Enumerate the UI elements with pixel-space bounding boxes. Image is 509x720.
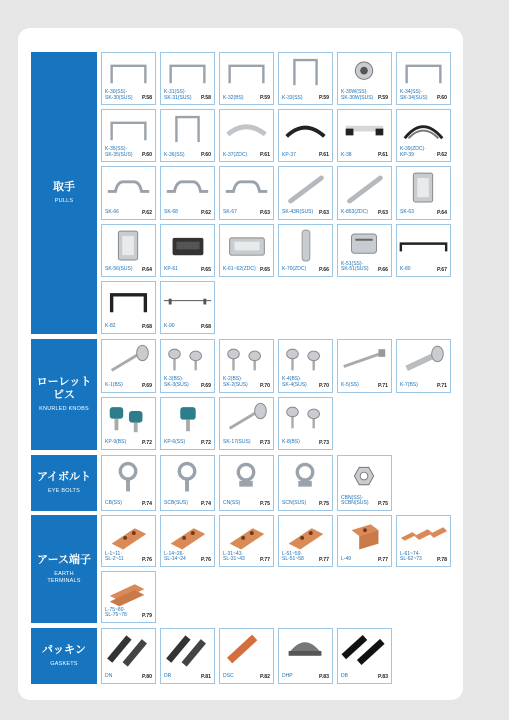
page-ref: P.72 bbox=[141, 440, 152, 446]
handle-u-icon bbox=[220, 53, 273, 92]
product-cell[interactable] bbox=[278, 339, 333, 393]
product-cell[interactable] bbox=[396, 52, 451, 105]
product-code: K-61~62(ZDC) bbox=[223, 266, 256, 273]
page-ref: P.64 bbox=[141, 266, 152, 273]
page-ref: P.65 bbox=[259, 266, 270, 273]
handle-wire-icon bbox=[161, 282, 214, 321]
product-cell[interactable] bbox=[337, 628, 392, 684]
page-ref: P.60 bbox=[141, 152, 152, 159]
recess-v-icon bbox=[102, 225, 155, 264]
product-code: K-32(BS) bbox=[223, 94, 244, 101]
product-cell[interactable] bbox=[278, 109, 333, 162]
product-cell[interactable] bbox=[219, 52, 274, 105]
page-ref: P.77 bbox=[377, 557, 388, 563]
product-code: SK-66 bbox=[105, 208, 119, 215]
page-ref: P.69 bbox=[141, 382, 152, 389]
handle-square-dark-icon bbox=[102, 282, 155, 321]
page-ref: P.63 bbox=[318, 209, 329, 216]
product-cell[interactable] bbox=[278, 166, 333, 219]
page-ref: P.72 bbox=[200, 440, 211, 446]
product-cell[interactable] bbox=[101, 628, 156, 684]
product-code: K-70(ZDC) bbox=[282, 266, 307, 273]
product-cell[interactable] bbox=[396, 339, 451, 393]
page-ref: P.63 bbox=[259, 209, 270, 216]
product-code: K-2(BS)· SK-2(SUS) bbox=[223, 376, 248, 388]
product-code: SK-43R(SUS) bbox=[282, 208, 314, 215]
eyenut-icon bbox=[279, 456, 332, 498]
category-title-jp: 取手 bbox=[53, 181, 75, 193]
product-code: DSC bbox=[223, 673, 234, 680]
page-ref: P.75 bbox=[259, 501, 270, 507]
product-cell[interactable] bbox=[160, 166, 215, 219]
product-cell[interactable] bbox=[101, 571, 156, 623]
product-cell[interactable] bbox=[160, 52, 215, 105]
product-cell[interactable] bbox=[337, 339, 392, 393]
product-cell[interactable] bbox=[101, 166, 156, 219]
page-ref: P.68 bbox=[141, 323, 152, 330]
product-code: CBN(SS)· SCBN(SUS) bbox=[341, 494, 369, 507]
product-cell[interactable] bbox=[219, 339, 274, 393]
product-code: CB(SS) bbox=[105, 500, 122, 507]
page-ref: P.75 bbox=[377, 501, 388, 507]
handle-u-icon bbox=[397, 53, 450, 92]
product-cell[interactable] bbox=[396, 515, 451, 567]
page-ref: P.79 bbox=[141, 613, 152, 619]
gasket-black-icon bbox=[338, 629, 391, 671]
handle-arc-icon bbox=[220, 110, 273, 149]
product-code: SCB(SUS) bbox=[164, 500, 188, 507]
product-code: K-7(BS) bbox=[400, 381, 418, 388]
page-ref: P.75 bbox=[318, 501, 329, 507]
product-code: K-36(SS) bbox=[164, 151, 185, 158]
page-ref: P.77 bbox=[259, 557, 270, 563]
product-cell[interactable] bbox=[396, 109, 451, 162]
product-cell[interactable] bbox=[337, 52, 392, 105]
handle-arc-dark-icon bbox=[279, 110, 332, 149]
product-code: KP-6(SS) bbox=[164, 439, 186, 446]
product-cell[interactable] bbox=[219, 455, 274, 511]
knurl-screw-icon bbox=[220, 398, 273, 438]
product-code: L-75~80· SL-75~78 bbox=[105, 606, 127, 619]
terminal-icon bbox=[161, 516, 214, 554]
product-cell[interactable] bbox=[101, 52, 156, 105]
category-panel bbox=[31, 515, 97, 623]
product-code: SCN(SUS) bbox=[282, 500, 307, 507]
page-ref: P.61 bbox=[318, 152, 329, 159]
recess-v-icon bbox=[397, 167, 450, 206]
page-ref: P.58 bbox=[200, 95, 211, 102]
page-ref: P.60 bbox=[436, 95, 447, 102]
terminal-icon bbox=[279, 516, 332, 554]
product-cell[interactable] bbox=[278, 397, 333, 451]
product-cell[interactable] bbox=[101, 281, 156, 334]
product-code: KP-9(BS) bbox=[105, 439, 127, 446]
category-panel bbox=[31, 52, 97, 334]
product-code: DR bbox=[164, 673, 172, 680]
product-code: L-61~74· SL-62~73 bbox=[400, 550, 422, 563]
product-code: L-49 bbox=[341, 556, 352, 563]
product-cell[interactable] bbox=[160, 397, 215, 451]
handle-double-icon bbox=[397, 110, 450, 149]
product-code: K-30(SS)· SK-30(SUS) bbox=[105, 89, 133, 101]
ring-plate-icon bbox=[338, 53, 391, 92]
product-cell[interactable] bbox=[337, 455, 392, 511]
product-code: L-51~59· SL-51~58 bbox=[282, 550, 304, 563]
product-cell[interactable] bbox=[160, 515, 215, 567]
product-code: K-8(BS) bbox=[282, 439, 300, 446]
terminal-icon bbox=[102, 516, 155, 554]
knob-teal-icon bbox=[161, 398, 214, 438]
category-panel bbox=[31, 628, 97, 684]
product-cell[interactable] bbox=[101, 397, 156, 451]
page-ref: P.74 bbox=[200, 501, 211, 507]
terminal-bent-icon bbox=[338, 516, 391, 554]
eyebolt-icon bbox=[102, 456, 155, 498]
terminal-multi-icon bbox=[397, 516, 450, 554]
product-code: SK-68 bbox=[164, 208, 178, 215]
category-title-jp: アイボルト bbox=[36, 471, 91, 483]
page-ref: P.61 bbox=[377, 152, 388, 159]
page-ref: P.59 bbox=[377, 95, 388, 102]
category-title-en: PULLS bbox=[54, 198, 74, 204]
page-ref: P.78 bbox=[436, 557, 447, 563]
gasket-orange-icon bbox=[220, 629, 273, 671]
page-ref: P.70 bbox=[259, 382, 270, 389]
page-ref: P.65 bbox=[200, 266, 211, 273]
handle-u-icon bbox=[102, 53, 155, 92]
page-ref: P.61 bbox=[259, 152, 270, 159]
product-code: K-33(SS) bbox=[282, 94, 303, 101]
product-cell[interactable] bbox=[101, 224, 156, 277]
product-cell[interactable] bbox=[337, 166, 392, 219]
handle-tall-icon bbox=[279, 53, 332, 92]
handle-bw-icon bbox=[338, 110, 391, 149]
product-cell[interactable] bbox=[278, 52, 333, 105]
handle-diag-icon bbox=[279, 167, 332, 206]
page-ref: P.74 bbox=[141, 501, 152, 507]
page-ref: P.82 bbox=[259, 674, 270, 680]
product-cell[interactable] bbox=[160, 628, 215, 684]
product-cell[interactable] bbox=[101, 515, 156, 567]
knurl-pair-icon bbox=[279, 398, 332, 438]
handle-u-icon bbox=[161, 53, 214, 92]
product-code: DHP bbox=[282, 673, 293, 680]
product-code: DN bbox=[105, 673, 113, 680]
product-code: L-1~11· SL-2~11 bbox=[105, 550, 124, 563]
product-cell[interactable] bbox=[219, 515, 274, 567]
product-code: K-37(ZDC) bbox=[223, 151, 248, 158]
category-panel bbox=[31, 339, 97, 450]
product-code: KP-37 bbox=[282, 151, 296, 158]
product-code: K-39(ZDC)· KP-39 bbox=[400, 146, 426, 158]
product-cell[interactable] bbox=[337, 224, 392, 277]
category-title-en: KNURLED KNOBS bbox=[39, 406, 89, 412]
page-ref: P.62 bbox=[141, 209, 152, 216]
product-code: K-1(BS) bbox=[105, 381, 123, 388]
page-ref: P.71 bbox=[377, 382, 388, 389]
category-title-en: EYE BOLTS bbox=[48, 488, 80, 494]
category-title-jp: パッキン bbox=[42, 644, 86, 656]
product-cell[interactable] bbox=[219, 166, 274, 219]
page-ref: P.62 bbox=[436, 152, 447, 159]
page-ref: P.68 bbox=[200, 323, 211, 330]
product-cell[interactable] bbox=[396, 166, 451, 219]
category-title-jp: ローレット ビス bbox=[36, 376, 92, 401]
product-code: K-4(BS)· SK-4(SUS) bbox=[282, 376, 307, 388]
product-cell[interactable] bbox=[160, 281, 215, 334]
product-code: K-90 bbox=[164, 323, 175, 330]
page-ref: P.80 bbox=[141, 674, 152, 680]
gasket-cap-icon bbox=[279, 629, 332, 671]
latch-icon bbox=[338, 225, 391, 264]
product-cell[interactable] bbox=[278, 515, 333, 567]
handle-flat-icon bbox=[220, 167, 273, 206]
handle-flat-icon bbox=[161, 167, 214, 206]
page-ref: P.59 bbox=[318, 95, 329, 102]
product-cell[interactable] bbox=[278, 224, 333, 277]
page-ref: P.63 bbox=[377, 209, 388, 216]
product-code: SK-67 bbox=[223, 208, 237, 215]
product-code: K-5(SS) bbox=[341, 381, 359, 388]
product-code: K-30W(SS)· SK-30W(SUS) bbox=[341, 89, 374, 101]
page-ref: P.62 bbox=[200, 209, 211, 216]
page-ref: P.73 bbox=[318, 440, 329, 446]
product-code: SK-56(SUS) bbox=[105, 266, 133, 273]
page-ref: P.81 bbox=[200, 674, 211, 680]
product-code: K-31(SS)· SK-31(SUS) bbox=[164, 89, 192, 101]
bolt-long-icon bbox=[338, 340, 391, 380]
page-ref: P.83 bbox=[318, 674, 329, 680]
product-code: K-51(SS)· SK-51(SUS) bbox=[341, 260, 369, 273]
product-code: K-3(BS)· SK-3(SUS) bbox=[164, 376, 189, 388]
product-cell[interactable] bbox=[219, 628, 274, 684]
product-cell[interactable] bbox=[160, 455, 215, 511]
product-cell[interactable] bbox=[337, 109, 392, 162]
product-code: CN(SS) bbox=[223, 500, 241, 507]
handle-diag-icon bbox=[338, 167, 391, 206]
product-code: K-82 bbox=[105, 323, 116, 330]
category-title-en: GASKETS bbox=[50, 661, 78, 667]
handle-tall-icon bbox=[161, 110, 214, 149]
bolt-thick-icon bbox=[397, 340, 450, 380]
page-ref: P.83 bbox=[377, 674, 388, 680]
terminal-stack-icon bbox=[102, 572, 155, 610]
product-cell[interactable] bbox=[337, 515, 392, 567]
handle-flat-icon bbox=[102, 167, 155, 206]
page-ref: P.60 bbox=[200, 152, 211, 159]
page-ref: P.58 bbox=[141, 95, 152, 102]
gasket-dark-icon bbox=[161, 629, 214, 671]
product-code: SK-17(SUS) bbox=[223, 439, 251, 446]
product-cell[interactable] bbox=[396, 224, 451, 277]
page-ref: P.71 bbox=[436, 382, 447, 389]
handle-wide-dark-icon bbox=[397, 225, 450, 264]
product-cell[interactable] bbox=[101, 339, 156, 393]
product-cell[interactable] bbox=[160, 109, 215, 162]
product-code: K-853(ZDC) bbox=[341, 208, 368, 215]
page-ref: P.67 bbox=[436, 266, 447, 273]
knurl-pair-icon bbox=[220, 340, 273, 380]
category-title-en: EARTH TERMINALS bbox=[47, 570, 81, 584]
knurl-pair-icon bbox=[161, 340, 214, 380]
recess-h-icon bbox=[220, 225, 273, 264]
hexnut-icon bbox=[338, 456, 391, 498]
product-cell[interactable] bbox=[101, 109, 156, 162]
knob-teal-pair-icon bbox=[102, 398, 155, 438]
product-cell[interactable] bbox=[219, 397, 274, 451]
category-panel bbox=[31, 455, 97, 511]
product-code: K-80 bbox=[400, 266, 411, 273]
page-ref: P.73 bbox=[259, 440, 270, 446]
product-cell[interactable] bbox=[219, 224, 274, 277]
page-ref: P.64 bbox=[436, 209, 447, 216]
product-code: K-34(SS)· SK-34(SUS) bbox=[400, 89, 428, 101]
product-code: L-14~26· SL-14~24 bbox=[164, 550, 186, 563]
product-cell[interactable] bbox=[278, 628, 333, 684]
product-code: K-35(SS)· SK-35(SUS) bbox=[105, 146, 133, 158]
terminal-icon bbox=[220, 516, 273, 554]
page-ref: P.70 bbox=[318, 382, 329, 389]
handle-vert-icon bbox=[279, 225, 332, 264]
page-ref: P.76 bbox=[200, 557, 211, 563]
page-ref: P.66 bbox=[377, 266, 388, 273]
product-code: KP-61 bbox=[164, 266, 178, 273]
product-cell[interactable] bbox=[101, 455, 156, 511]
product-code: K-38 bbox=[341, 151, 352, 158]
recess-dark-icon bbox=[161, 225, 214, 264]
page-ref: P.69 bbox=[200, 382, 211, 389]
eyenut-icon bbox=[220, 456, 273, 498]
knurl-pair-icon bbox=[279, 340, 332, 380]
product-code: DB bbox=[341, 673, 348, 680]
product-cell[interactable] bbox=[278, 455, 333, 511]
eyebolt-icon bbox=[161, 456, 214, 498]
product-code: SK-63 bbox=[400, 208, 414, 215]
handle-u-icon bbox=[102, 110, 155, 149]
page-ref: P.66 bbox=[318, 266, 329, 273]
knurl-screw-icon bbox=[102, 340, 155, 380]
page-ref: P.77 bbox=[318, 557, 329, 563]
product-cell[interactable] bbox=[160, 224, 215, 277]
category-title-jp: アース端子 bbox=[36, 553, 92, 566]
page-ref: P.76 bbox=[141, 557, 152, 563]
product-code: L-31~43· SL-31~43 bbox=[223, 550, 245, 563]
gasket-dark-icon bbox=[102, 629, 155, 671]
product-cell[interactable] bbox=[160, 339, 215, 393]
page-ref: P.59 bbox=[259, 95, 270, 102]
product-cell[interactable] bbox=[219, 109, 274, 162]
